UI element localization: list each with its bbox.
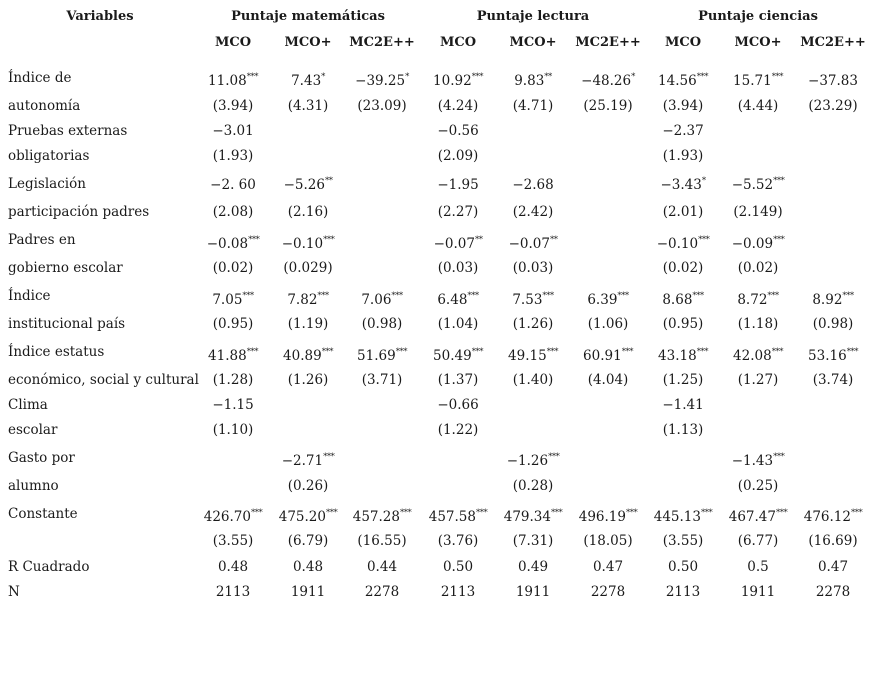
standard-error-cell: (2.09) [437, 148, 479, 164]
significance-stars: *** [391, 291, 403, 301]
standard-error-cell: (18.05) [583, 533, 633, 549]
row-label: Constante [8, 506, 78, 522]
coefficient-value: 50.49 [433, 348, 472, 364]
significance-stars: ** [474, 235, 483, 245]
coefficient-cell [433, 348, 483, 366]
coefficient-cell [282, 453, 335, 471]
standard-error-cell: (1.25) [662, 372, 704, 388]
standard-error-cell: (1.19) [287, 316, 329, 332]
coefficient-cell [353, 509, 412, 527]
coefficient-cell [204, 509, 263, 527]
coefficient-value: −0.08 [206, 236, 249, 252]
coefficient-value: 41.88 [208, 348, 247, 364]
coefficient-value: −0.56 [437, 123, 479, 139]
significance-stars: ** [544, 72, 552, 82]
standard-error-cell: (0.25) [737, 478, 779, 494]
coefficient-value: −2.71 [281, 453, 324, 469]
header-model: MCO [664, 35, 702, 50]
coefficient-value: 9.83 [514, 73, 545, 89]
header-variables: Variables [66, 9, 134, 24]
significance-stars: *** [248, 235, 260, 245]
coefficient-cell [437, 123, 478, 139]
significance-stars: *** [471, 347, 483, 357]
standard-error-cell: (1.26) [287, 372, 329, 388]
coefficient-value: 42.08 [733, 348, 772, 364]
coefficient-value: 7.43 [291, 73, 322, 89]
coefficient-cell [212, 292, 253, 310]
significance-stars: *** [242, 291, 254, 301]
summary-value: 1911 [290, 584, 326, 600]
standard-error-cell: (23.09) [357, 98, 407, 114]
significance-stars: * [321, 72, 325, 82]
standard-error-cell: (2.08) [212, 204, 254, 220]
standard-error-cell: (3.55) [662, 533, 704, 549]
standard-error-cell: (3.94) [212, 98, 254, 114]
standard-error-cell: (1.13) [662, 422, 704, 438]
significance-stars: *** [326, 508, 338, 518]
significance-stars: *** [698, 235, 710, 245]
coefficient-value: −0.10 [656, 236, 699, 252]
coefficient-value: 7.06 [361, 292, 392, 308]
coefficient-cell [437, 292, 478, 310]
coefficient-cell [512, 177, 553, 193]
significance-stars: *** [323, 235, 335, 245]
coefficient-value: 7.82 [287, 292, 318, 308]
standard-error-cell: (3.74) [812, 372, 854, 388]
coefficient-value: −1.41 [662, 397, 704, 413]
coefficient-cell [287, 292, 328, 310]
coefficient-cell [732, 177, 785, 195]
coefficient-value: −1.26 [506, 453, 549, 469]
coefficient-cell [808, 73, 858, 89]
header-model: MCO+ [509, 35, 557, 50]
row-label: Padres en [8, 232, 76, 248]
coefficient-value: 457.28 [352, 509, 400, 525]
row-label-cont: autonomía [8, 98, 81, 114]
coefficient-value: −2.68 [512, 177, 554, 193]
coefficient-cell [208, 348, 258, 366]
significance-stars: *** [323, 452, 335, 462]
coefficient-cell [729, 509, 788, 527]
coefficient-cell [804, 509, 863, 527]
standard-error-cell: (0.02) [737, 260, 779, 276]
coefficient-value: −1.95 [437, 177, 479, 193]
coefficient-value: −0.09 [731, 236, 774, 252]
coefficient-value: −0.07 [508, 236, 550, 252]
row-label-cont: alumno [8, 478, 59, 494]
standard-error-cell: (4.04) [587, 372, 629, 388]
row-label-cont: económico, social y cultural [8, 372, 199, 388]
coefficient-cell [284, 177, 333, 195]
significance-stars: *** [773, 452, 785, 462]
significance-stars: * [405, 72, 409, 82]
coefficient-cell [812, 292, 853, 310]
coefficient-cell [212, 397, 253, 413]
coefficient-value: 445.13 [653, 509, 701, 525]
row-label-cont: institucional país [8, 316, 126, 332]
coefficient-value: 10.92 [433, 73, 472, 89]
standard-error-cell: (3.55) [212, 533, 254, 549]
significance-stars: *** [476, 508, 488, 518]
coefficient-cell [291, 73, 325, 91]
significance-stars: *** [246, 72, 258, 82]
standard-error-cell: (3.94) [662, 98, 704, 114]
coefficient-cell [212, 123, 253, 139]
coefficient-value: 15.71 [733, 73, 772, 89]
header-model: MCO+ [284, 35, 332, 50]
significance-stars: *** [551, 508, 563, 518]
coefficient-cell [587, 292, 628, 310]
summary-value: 2278 [364, 584, 400, 600]
row-label-cont: participación padres [8, 204, 150, 220]
coefficient-cell [208, 73, 258, 91]
significance-stars: *** [251, 508, 263, 518]
coefficient-cell [733, 348, 783, 366]
significance-stars: *** [701, 508, 713, 518]
standard-error-cell: (1.28) [212, 372, 254, 388]
coefficient-cell [279, 509, 338, 527]
coefficient-cell [283, 348, 333, 366]
coefficient-value: 8.92 [812, 292, 843, 308]
standard-error-cell: (1.10) [212, 422, 254, 438]
row-label: Índice [8, 288, 51, 304]
significance-stars: *** [851, 508, 863, 518]
coefficient-cell [434, 236, 483, 254]
standard-error-cell: (3.76) [437, 533, 479, 549]
coefficient-cell [658, 348, 708, 366]
summary-value: 0.47 [592, 559, 624, 575]
standard-error-cell: (6.79) [287, 533, 329, 549]
standard-error-cell: (1.06) [587, 316, 629, 332]
coefficient-value: −3.01 [212, 123, 254, 139]
significance-stars: *** [776, 508, 788, 518]
header-model: MCO [214, 35, 252, 50]
significance-stars: *** [246, 347, 258, 357]
coefficient-cell [504, 509, 563, 527]
coefficient-cell [210, 177, 256, 193]
summary-value: 1911 [740, 584, 776, 600]
standard-error-cell: (4.31) [287, 98, 329, 114]
standard-error-cell: (16.69) [808, 533, 858, 549]
coefficient-cell [662, 292, 703, 310]
coefficient-cell [658, 73, 708, 91]
coefficient-value: 496.19 [578, 509, 626, 525]
standard-error-cell: (1.40) [512, 372, 554, 388]
standard-error-cell: (1.37) [437, 372, 479, 388]
coefficient-value: 11.08 [208, 73, 247, 89]
standard-error-cell: (0.02) [212, 260, 254, 276]
standard-error-cell: (1.26) [512, 316, 554, 332]
standard-error-cell: (2.27) [437, 204, 479, 220]
row-label: Legislación [8, 176, 86, 192]
standard-error-cell: (16.55) [357, 533, 407, 549]
coefficient-cell [662, 397, 703, 413]
significance-stars: *** [395, 347, 407, 357]
coefficient-value: −39.25 [355, 73, 406, 89]
standard-error-cell: (4.44) [737, 98, 779, 114]
standard-error-cell: (0.26) [287, 478, 329, 494]
significance-stars: *** [692, 291, 704, 301]
standard-error-cell: (2.149) [733, 204, 783, 220]
header-group: Puntaje ciencias [698, 9, 818, 24]
header-model: MC2E++ [800, 35, 866, 50]
standard-error-cell: (0.98) [812, 316, 854, 332]
row-label-cont: gobierno escolar [8, 260, 123, 276]
coefficient-value: 8.68 [662, 292, 693, 308]
coefficient-cell [437, 397, 478, 413]
coefficient-value: 479.34 [503, 509, 551, 525]
coefficient-value: −0.66 [437, 397, 479, 413]
summary-value: 0.49 [517, 559, 549, 575]
significance-stars: *** [767, 291, 779, 301]
header-group: Puntaje lectura [476, 9, 590, 24]
significance-stars: *** [696, 347, 708, 357]
coefficient-cell [357, 348, 407, 366]
coefficient-value: −48.26 [581, 73, 632, 89]
significance-stars: *** [846, 347, 858, 357]
summary-label: N [8, 584, 20, 600]
coefficient-value: 40.89 [283, 348, 322, 364]
standard-error-cell: (1.18) [737, 316, 779, 332]
coefficient-cell [732, 236, 785, 254]
coefficient-cell [282, 236, 335, 254]
significance-stars: *** [842, 291, 854, 301]
coefficient-cell [732, 453, 785, 471]
coefficient-value: 7.53 [512, 292, 543, 308]
coefficient-cell [355, 73, 409, 91]
summary-value: 2278 [590, 584, 626, 600]
coefficient-value: 49.15 [508, 348, 547, 364]
row-label: Índice estatus [8, 344, 105, 360]
standard-error-cell: (0.95) [212, 316, 254, 332]
significance-stars: *** [546, 347, 558, 357]
coefficient-cell [737, 292, 778, 310]
coefficient-value: −1.15 [212, 397, 254, 413]
significance-stars: *** [617, 291, 629, 301]
row-label-cont: obligatorias [8, 148, 90, 164]
significance-stars: *** [696, 72, 708, 82]
summary-value: 0.48 [217, 559, 249, 575]
coefficient-cell [512, 292, 553, 310]
summary-value: 0.50 [442, 559, 474, 575]
significance-stars: *** [321, 347, 333, 357]
significance-stars: *** [467, 291, 479, 301]
summary-value: 0.5 [747, 559, 769, 575]
significance-stars: * [631, 72, 635, 82]
header-model: MCO+ [734, 35, 782, 50]
coefficient-value: −2.37 [662, 123, 704, 139]
standard-error-cell: (3.71) [361, 372, 403, 388]
significance-stars: *** [400, 508, 412, 518]
summary-value: 0.48 [292, 559, 324, 575]
standard-error-cell: (2.01) [662, 204, 704, 220]
coefficient-value: −0.07 [433, 236, 475, 252]
coefficient-cell [433, 73, 483, 91]
standard-error-cell: (0.029) [283, 260, 333, 276]
significance-stars: *** [773, 235, 785, 245]
coefficient-cell [361, 292, 402, 310]
coefficient-value: 467.47 [728, 509, 776, 525]
summary-label: R Cuadrado [8, 559, 90, 575]
standard-error-cell: (1.93) [662, 148, 704, 164]
standard-error-cell: (0.03) [512, 260, 554, 276]
row-label: Pruebas externas [8, 123, 128, 139]
significance-stars: *** [626, 508, 638, 518]
row-label-cont: escolar [8, 422, 58, 438]
coefficient-value: −37.83 [808, 73, 858, 89]
standard-error-cell: (1.22) [437, 422, 479, 438]
significance-stars: ** [549, 235, 558, 245]
standard-error-cell: (1.27) [737, 372, 779, 388]
coefficient-value: 60.91 [583, 348, 622, 364]
header-model: MCO [439, 35, 477, 50]
coefficient-cell [657, 236, 710, 254]
header-group: Puntaje matemáticas [231, 9, 385, 24]
summary-value: 2113 [665, 584, 701, 600]
row-label: Gasto por [8, 450, 75, 466]
coefficient-value: 7.05 [212, 292, 243, 308]
coefficient-cell [583, 348, 633, 366]
coefficient-value: −5.52 [731, 177, 774, 193]
standard-error-cell: (7.31) [512, 533, 554, 549]
significance-stars: *** [771, 347, 783, 357]
significance-stars: *** [548, 452, 560, 462]
summary-value: 2113 [440, 584, 476, 600]
coefficient-value: 43.18 [658, 348, 697, 364]
coefficient-cell [508, 348, 558, 366]
coefficient-cell [579, 509, 638, 527]
coefficient-value: −3.43 [660, 177, 702, 193]
coefficient-value: 6.39 [587, 292, 618, 308]
coefficient-value: −2. 60 [210, 177, 256, 193]
coefficient-cell [808, 348, 858, 366]
standard-error-cell: (0.03) [437, 260, 479, 276]
standard-error-cell: (23.29) [808, 98, 858, 114]
significance-stars: * [701, 176, 706, 186]
coefficient-value: 426.70 [203, 509, 251, 525]
row-label: Índice de [8, 70, 72, 86]
summary-value: 0.44 [366, 559, 398, 575]
coefficient-value: 51.69 [357, 348, 396, 364]
coefficient-cell [581, 73, 635, 91]
significance-stars: *** [471, 72, 483, 82]
coefficient-value: 6.48 [437, 292, 468, 308]
coefficient-cell [733, 73, 783, 91]
summary-value: 0.50 [667, 559, 699, 575]
coefficient-value: 14.56 [658, 73, 697, 89]
coefficient-cell [429, 509, 488, 527]
coefficient-value: 475.20 [278, 509, 326, 525]
standard-error-cell: (4.71) [512, 98, 554, 114]
standard-error-cell: (0.02) [662, 260, 704, 276]
coefficient-cell [507, 453, 560, 471]
coefficient-cell [437, 177, 478, 193]
standard-error-cell: (6.77) [737, 533, 779, 549]
row-label: Clima [8, 397, 48, 413]
coefficient-value: −0.10 [281, 236, 324, 252]
significance-stars: *** [773, 176, 785, 186]
significance-stars: *** [621, 347, 633, 357]
standard-error-cell: (25.19) [583, 98, 633, 114]
significance-stars: ** [324, 176, 333, 186]
coefficient-value: 8.72 [737, 292, 768, 308]
summary-value: 2278 [815, 584, 851, 600]
header-model: MC2E++ [349, 35, 415, 50]
significance-stars: *** [542, 291, 554, 301]
header-model: MC2E++ [575, 35, 641, 50]
standard-error-cell: (1.04) [437, 316, 479, 332]
coefficient-cell [207, 236, 260, 254]
coefficient-cell [660, 177, 705, 195]
coefficient-value: 457.58 [428, 509, 476, 525]
significance-stars: *** [771, 72, 783, 82]
standard-error-cell: (2.42) [512, 204, 554, 220]
standard-error-cell: (0.28) [512, 478, 554, 494]
coefficient-cell [662, 123, 703, 139]
coefficient-value: −5.26 [283, 177, 325, 193]
coefficient-cell [514, 73, 552, 91]
summary-value: 1911 [515, 584, 551, 600]
standard-error-cell: (0.98) [361, 316, 403, 332]
standard-error-cell: (1.93) [212, 148, 254, 164]
summary-value: 2113 [215, 584, 251, 600]
standard-error-cell: (0.95) [662, 316, 704, 332]
standard-error-cell: (2.16) [287, 204, 329, 220]
coefficient-value: −1.43 [731, 453, 774, 469]
coefficient-cell [654, 509, 713, 527]
coefficient-cell [509, 236, 558, 254]
significance-stars: *** [317, 291, 329, 301]
coefficient-value: 476.12 [803, 509, 851, 525]
summary-value: 0.47 [817, 559, 849, 575]
coefficient-value: 53.16 [808, 348, 847, 364]
standard-error-cell: (4.24) [437, 98, 479, 114]
